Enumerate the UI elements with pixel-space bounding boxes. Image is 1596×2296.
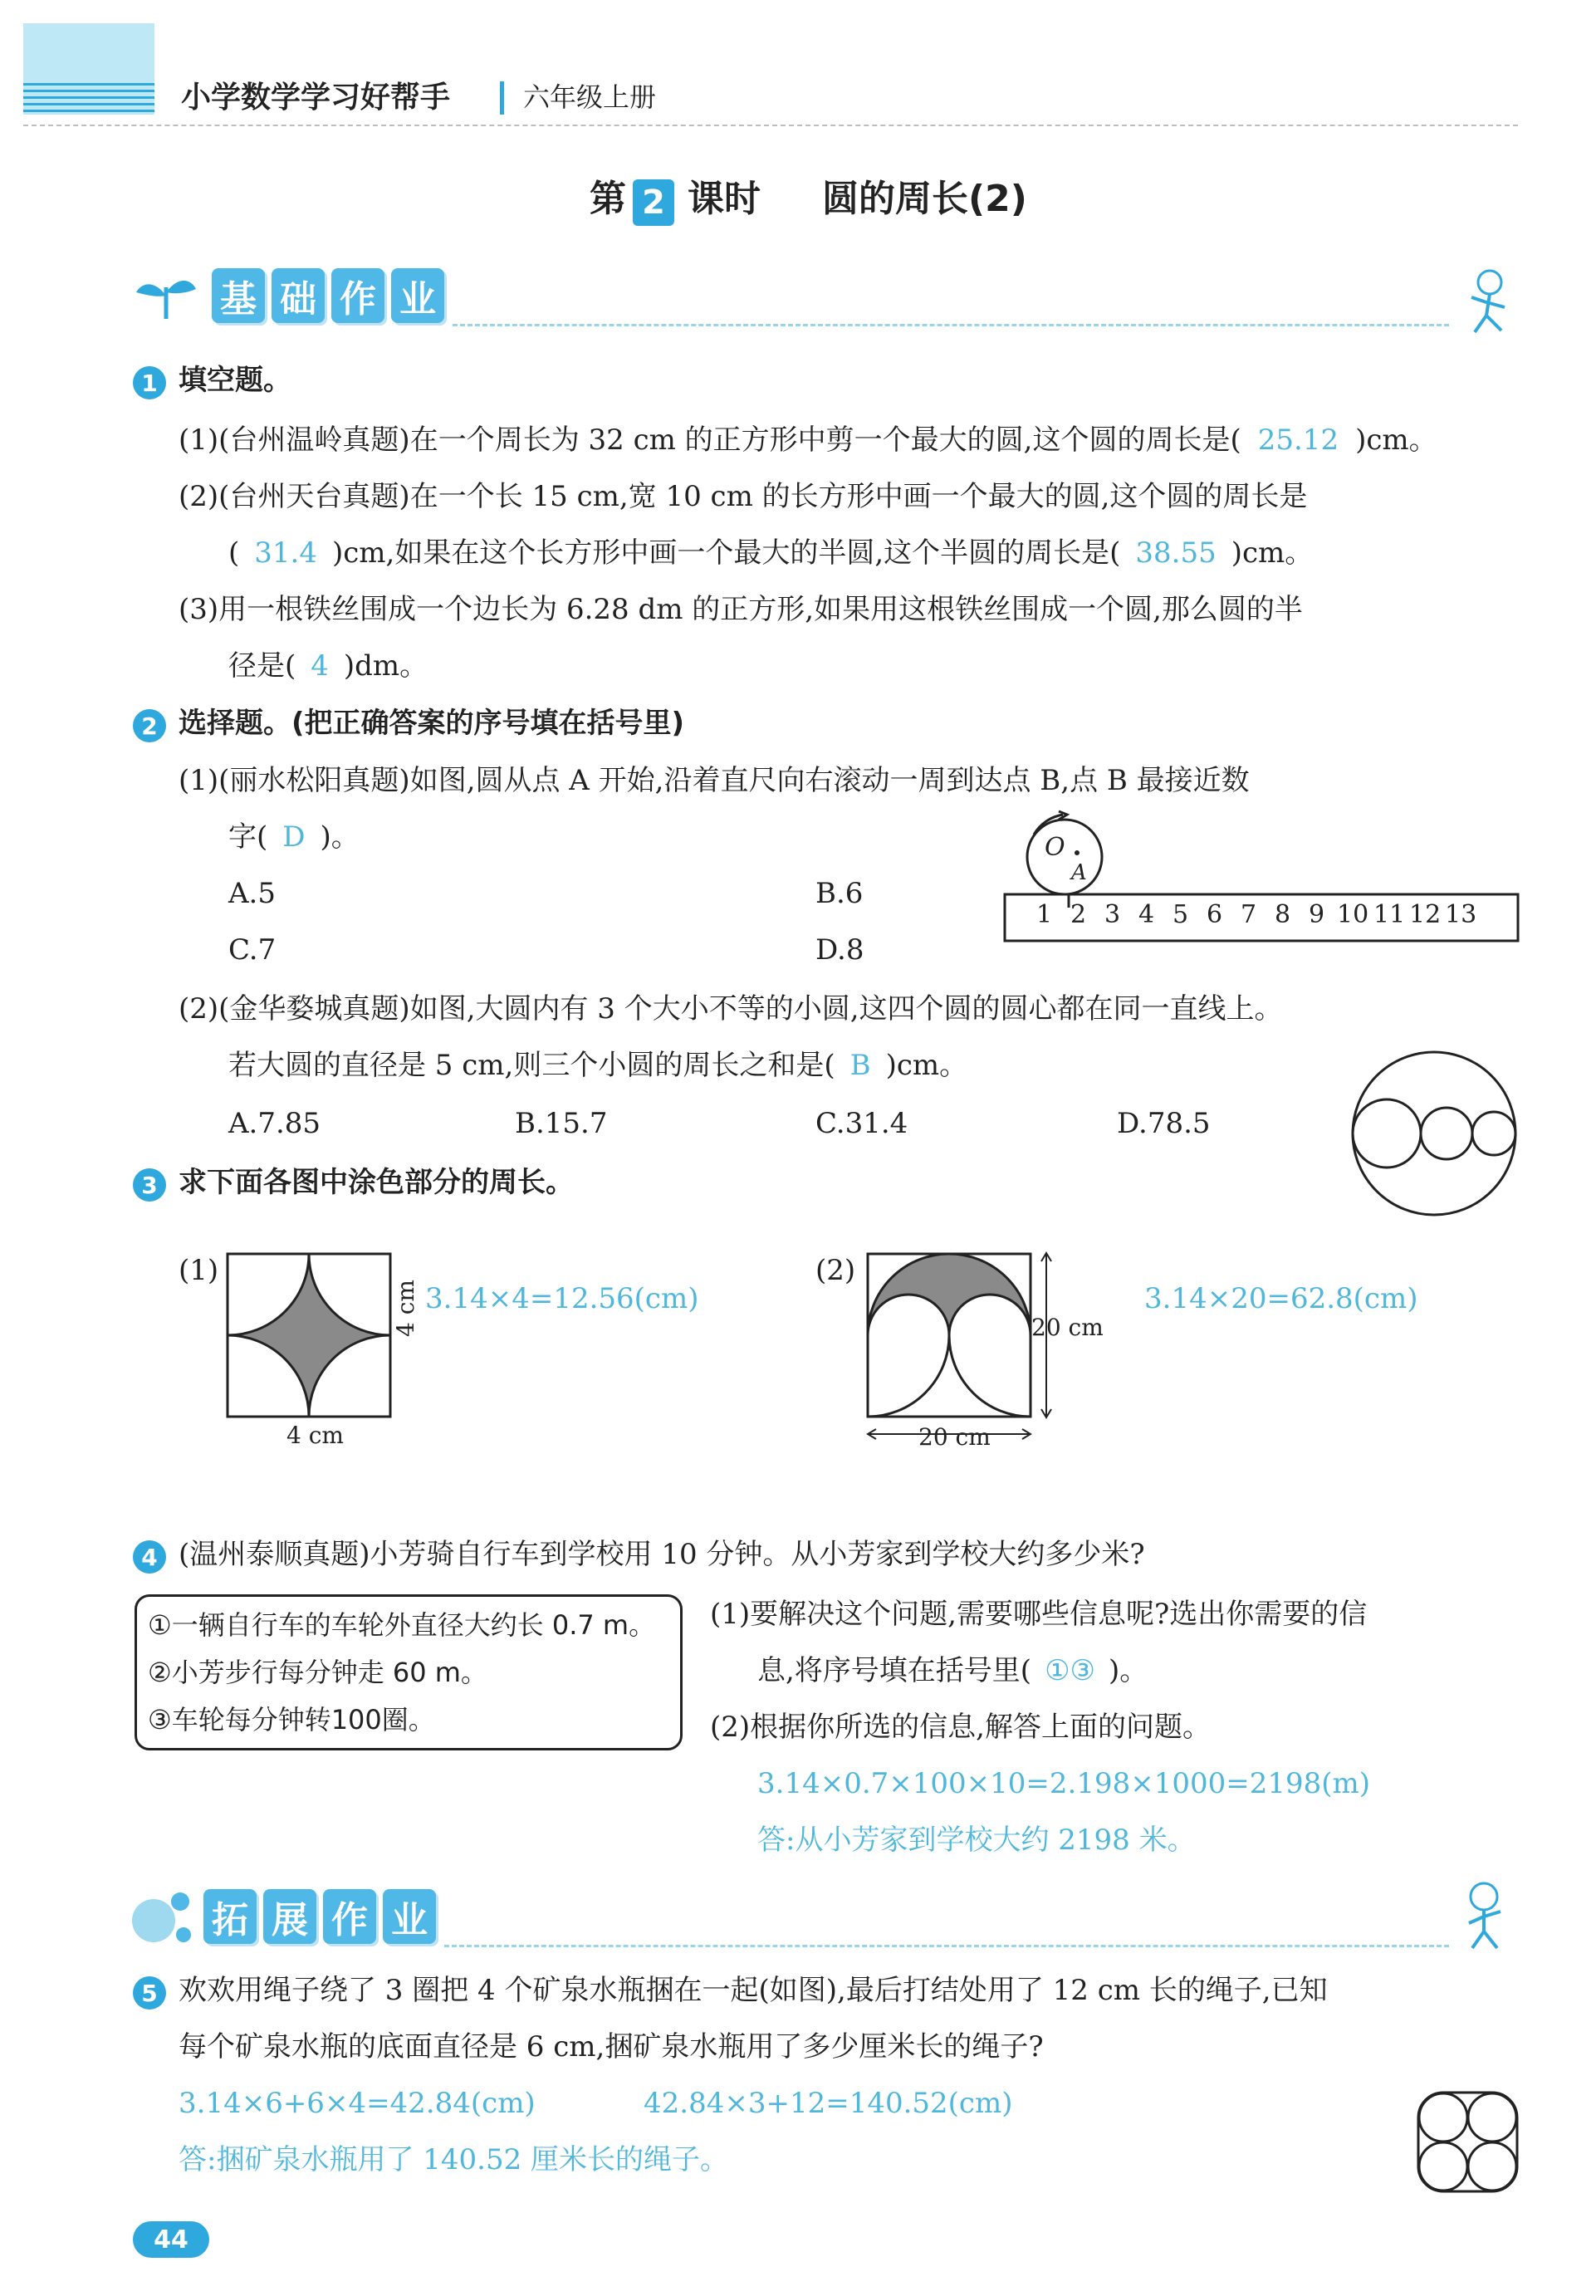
q3-fig2-bottom-label: 20 cm	[918, 1423, 991, 1451]
q5-calc1: 3.14×6+6×4=42.84(cm)	[179, 2087, 536, 2120]
q1-p3-line2: 径是( 4 )dm。	[228, 649, 428, 683]
book-title: 小学数学学习好帮手	[181, 81, 451, 115]
section-extend-rule	[444, 1945, 1449, 1947]
page-number: 44	[133, 2221, 209, 2258]
q4-s1-answer: ①③	[1045, 1654, 1096, 1687]
q2-p1-option-b: B.6	[815, 877, 864, 910]
bubbles-icon	[129, 1883, 203, 1950]
q2-p1-option-c: C.7	[228, 933, 277, 967]
section-extend-char-2: 展	[263, 1889, 316, 1944]
q4-calc: 3.14×0.7×100×10=2.198×1000=2198(m)	[757, 1767, 1371, 1800]
q4-s1-line1: (1)要解决这个问题,需要哪些信息呢?选出你需要的信	[710, 1598, 1368, 1631]
section-extend-char-1: 拓	[203, 1889, 257, 1944]
ruler-tick-2: 2	[1070, 900, 1087, 929]
q3-fig1-bottom-label: 4 cm	[286, 1422, 344, 1449]
q4-number: 4	[133, 1540, 166, 1574]
q2-p2-answer: B	[849, 1049, 871, 1082]
lesson-prefix: 第	[590, 178, 626, 220]
ruler-tick-13: 13	[1445, 900, 1477, 929]
ruler-tick-4: 4	[1138, 900, 1155, 929]
header-divider	[500, 81, 504, 115]
thinking-kid-icon	[1449, 1878, 1520, 1953]
ruler-tick-11: 11	[1373, 900, 1406, 929]
ruler-tick-1: 1	[1036, 900, 1053, 929]
q4-s1-line2: 息,将序号填在括号里( ①③ )。	[757, 1654, 1148, 1687]
q2-number: 2	[133, 709, 166, 742]
header-stripes	[23, 83, 154, 115]
q3-fig1-label: (1)	[179, 1254, 219, 1287]
header-rule	[23, 125, 1518, 126]
ruler-tick-12: 12	[1409, 900, 1442, 929]
q2-p2-option-b: B.15.7	[515, 1107, 608, 1140]
q1-p2-line2: ( 31.4 )cm,如果在这个长方形中画一个最大的半圆,这个半圆的周长是( 38.55 )cm。	[228, 536, 1314, 570]
ruler-tick-9: 9	[1309, 900, 1325, 929]
ruler-tick-5: 5	[1173, 900, 1189, 929]
q1-p3-line1: (3)用一根铁丝围成一个边长为 6.28 dm 的正方形,如果用这根铁丝围成一个圆,那么圆的半	[179, 593, 1303, 626]
q5-line1: 欢欢用绳子绕了 3 圈把 4 个矿泉水瓶捆在一起(如图),最后打结处用了 12 cm 长的绳子,已知	[179, 1974, 1328, 2007]
running-kid-icon	[1453, 266, 1520, 340]
q2-p2-option-a: A.7.85	[228, 1107, 321, 1140]
ruler-tick-6: 6	[1207, 900, 1223, 929]
section-extend-char-3: 作	[323, 1889, 376, 1944]
q2-p1-option-a: A.5	[228, 877, 276, 910]
ruler-tick-7: 7	[1241, 900, 1257, 929]
q1-p2-answer1: 31.4	[254, 536, 317, 570]
q3-number: 3	[133, 1168, 166, 1202]
sprout-icon	[133, 271, 199, 321]
q1-p1-text: (1)(台州温岭真题)在一个周长为 32 cm 的正方形中剪一个最大的圆,这个圆的周长是( 25.12 )cm。	[179, 423, 1437, 457]
ruler-tick-3: 3	[1104, 900, 1121, 929]
ruler-label-o: O	[1045, 833, 1065, 862]
q3-fig2-side-label: 20 cm	[1031, 1314, 1104, 1341]
q4-s2: (2)根据你所选的信息,解答上面的问题。	[710, 1711, 1211, 1744]
q1-title: 填空题。	[179, 364, 291, 397]
q3-fig1-answer: 3.14×4=12.56(cm)	[425, 1282, 699, 1315]
q5-number: 5	[133, 1976, 166, 2010]
section-basic-char-3: 作	[331, 268, 384, 323]
bottles-figure	[1416, 2090, 1520, 2194]
q3-title: 求下面各图中涂色部分的周长。	[179, 1166, 574, 1199]
q1-p2-line1: (2)(台州天台真题)在一个长 15 cm,宽 10 cm 的长方形中画一个最大的圆,这个圆的周长是	[179, 480, 1308, 513]
section-basic-char-1: 基	[212, 268, 265, 323]
q4-info-3: ③车轮每分钟转100圈。	[148, 1704, 435, 1735]
q1-p3-answer: 4	[311, 649, 329, 683]
q4-title: (温州泰顺真题)小芳骑自行车到学校用 10 分钟。从小芳家到学校大约多少米?	[179, 1538, 1145, 1571]
q1-p2-answer2: 38.55	[1135, 536, 1217, 570]
section-basic-char-4: 业	[391, 268, 444, 323]
q2-p2-line1: (2)(金华婺城真题)如图,大圆内有 3 个大小不等的小圆,这四个圆的圆心都在同一直线上。	[179, 992, 1283, 1026]
q3-fig2-label: (2)	[815, 1254, 856, 1287]
q4-info-1: ①一辆自行车的车轮外直径大约长 0.7 m。	[148, 1609, 656, 1641]
q2-p1-line1: (1)(丽水松阳真题)如图,圆从点 A 开始,沿着直尺向右滚动一周到达点 B,点 B 最接近数	[179, 764, 1250, 797]
q4-answer: 答:从小芳家到学校大约 2198 米。	[757, 1824, 1196, 1857]
q5-calc2: 42.84×3+12=140.52(cm)	[644, 2087, 1013, 2120]
section-basic-char-2: 础	[272, 268, 325, 323]
grade-label: 六年级上册	[523, 81, 657, 113]
q1-p1-answer: 25.12	[1257, 423, 1339, 457]
q2-p1-line2: 字( D )。	[228, 820, 360, 854]
q5-line2: 每个矿泉水瓶的底面直径是 6 cm,捆矿泉水瓶用了多少厘米长的绳子?	[179, 2030, 1044, 2063]
circles-figure	[1349, 1049, 1520, 1219]
q2-p2-option-d: D.78.5	[1117, 1107, 1211, 1140]
astroid-figure	[226, 1252, 392, 1418]
q5-answer: 答:捆矿泉水瓶用了 140.52 厘米长的绳子。	[179, 2143, 729, 2176]
ruler-label-a: A	[1071, 860, 1087, 885]
q2-p1-answer: D	[282, 820, 306, 854]
lesson-title: 圆的周长(2)	[822, 178, 1027, 220]
ruler-tick-8: 8	[1275, 900, 1291, 929]
q2-p2-line2: 若大圆的直径是 5 cm,则三个小圆的周长之和是( B )cm。	[228, 1049, 968, 1082]
q3-fig1-side-label: 4 cm	[392, 1280, 419, 1337]
semicircle-figure	[859, 1250, 1059, 1449]
lesson-suffix: 课时	[688, 178, 761, 220]
q4-info-2: ②小芳步行每分钟走 60 m。	[148, 1657, 487, 1688]
q2-p2-option-c: C.31.4	[815, 1107, 908, 1140]
q1-number: 1	[133, 366, 166, 399]
q2-p1-option-d: D.8	[815, 933, 864, 967]
section-extend-char-4: 业	[383, 1889, 436, 1944]
ruler-tick-10: 10	[1337, 900, 1369, 929]
lesson-number-badge: 2	[633, 179, 674, 226]
section-basic-rule	[453, 324, 1449, 326]
q2-title: 选择题。(把正确答案的序号填在括号里)	[179, 707, 685, 740]
q3-fig2-answer: 3.14×20=62.8(cm)	[1144, 1282, 1418, 1315]
